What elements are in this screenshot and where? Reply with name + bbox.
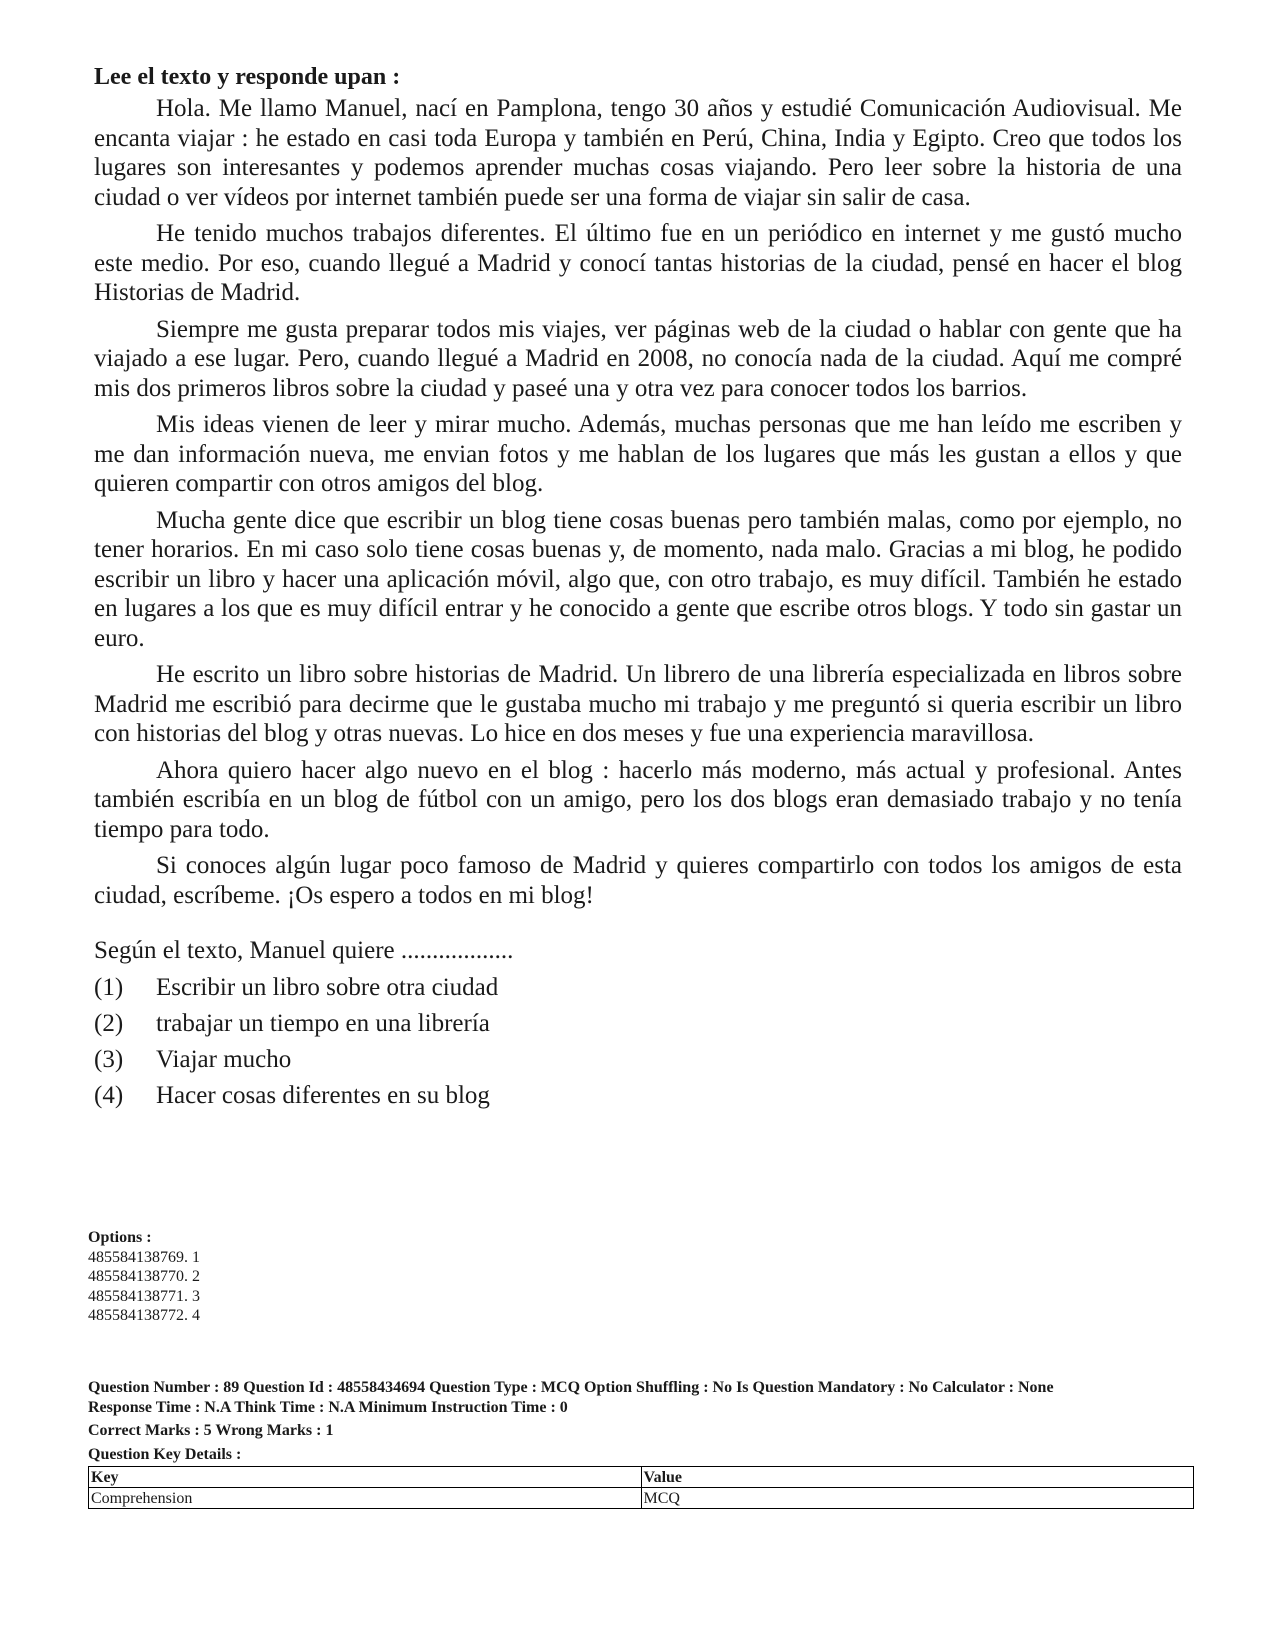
answer-choice xyxy=(94,970,1182,1006)
table-cell: Comprehension xyxy=(89,1488,642,1509)
marks-line: Correct Marks : 5 Wrong Marks : 1 xyxy=(88,1422,334,1439)
choice-number: (2) xyxy=(94,1010,124,1037)
answer-choice xyxy=(94,1078,1182,1114)
choice-number: (3) xyxy=(94,1046,124,1073)
table-header-cell: Key xyxy=(89,1467,642,1488)
passage-paragraph: He tenido muchos trabajos diferentes. El último fue en un periódico en internet y me gustó mucho este medio. Por eso, cuando llegué a Madrid y conocí tantas historias de la ciudad, pensé en hacer el blog Historias de Madrid. xyxy=(94,220,1182,306)
reading-passage xyxy=(94,62,1182,1114)
answer-choice xyxy=(94,1006,1182,1042)
passage-paragraph: Si conoces algún lugar poco famoso de Madrid y quieres compartirlo con todos los amigos de esta ciudad, escríbeme. ¡Os espero a todos en mi blog! xyxy=(94,852,1182,909)
question-key-table xyxy=(88,1466,1194,1509)
choice-text: Viajar mucho xyxy=(156,1046,292,1073)
question-stem: Según el texto, Manuel quiere .................. xyxy=(94,937,514,964)
choice-text: Escribir un libro sobre otra ciudad xyxy=(156,974,499,1001)
key-details-label: Question Key Details : xyxy=(88,1445,242,1463)
passage-paragraph: Ahora quiero hacer algo nuevo en el blog : hacerlo más moderno, más actual y profesional. Antes también escribía en un blog de fútbol con un amigo, pero los dos blogs eran demasiado trabajo y no tenía tiempo para todo. xyxy=(94,756,1182,843)
passage-paragraph: Mis ideas vienen de leer y mirar mucho. Además, muchas personas que me han leído me escriben y me dan información nueva, me envian fotos y me hablan de los lugares que más les gustan a ellos y que quieren compartir con otros amigos del blog. xyxy=(94,411,1182,497)
passage-paragraph: Mucha gente dice que escribir un blog tiene cosas buenas pero también malas, como por ejemplo, no tener horarios. En mi caso solo tiene cosas buenas y, de momento, nada malo. Gracias a mi blog, he podido escribir un libro y hacer una aplicación móvil, algo que, con otro trabajo, es muy difícil. También he estado en lugares a los que es muy difícil entrar y he conocido a gente que escribe otros blogs. Y todo sin gastar un euro. xyxy=(94,506,1182,652)
option-id: 485584138770. 2 xyxy=(88,1268,200,1285)
table-header-cell: Value xyxy=(641,1467,1194,1488)
passage-paragraph: He escrito un libro sobre historias de Madrid. Un librero de una librería especializada en libros sobre Madrid me escribió para decirme que le gustaba mucho mi trabajo y me preguntó si queria escribir un libro con historias del blog y otras nuevas. Lo hice en dos meses y fue una experiencia maravillosa. xyxy=(94,661,1182,747)
question-meta-line: Response Time : N.A Think Time : N.A Minimum Instruction Time : 0 xyxy=(88,1398,568,1416)
options-list xyxy=(88,1228,1198,1326)
choice-text: Hacer cosas diferentes en su blog xyxy=(156,1082,490,1109)
answer-choice xyxy=(94,1042,1182,1078)
passage-paragraph: Siempre me gusta preparar todos mis viajes, ver páginas web de la ciudad o hablar con gente que ha viajado a ese lugar. Pero, cuando llegué a Madrid en 2008, no conocía nada de la ciudad. Aquí me compré mis dos primeros libros sobre la ciudad y paseé una y otra vez para conocer todos los barrios. xyxy=(94,315,1182,402)
option-id: 485584138772. 4 xyxy=(88,1307,200,1324)
table-header-row xyxy=(89,1467,1194,1488)
table-cell: MCQ xyxy=(641,1488,1194,1509)
option-id: 485584138771. 3 xyxy=(88,1287,200,1305)
options-title: Options : xyxy=(88,1229,152,1246)
question-info xyxy=(88,1378,1198,1464)
choice-number: (1) xyxy=(94,974,124,1001)
option-id: 485584138769. 1 xyxy=(88,1248,200,1266)
table-row xyxy=(89,1488,1194,1509)
choice-number: (4) xyxy=(94,1082,124,1109)
choice-text: trabajar un tiempo en una librería xyxy=(156,1010,490,1037)
passage-heading: Lee el texto y responde upan : xyxy=(94,64,401,90)
passage-paragraph: Hola. Me llamo Manuel, nací en Pamplona, tengo 30 años y estudié Comunicación Audiovisual. Me encanta viajar : he estado en casi toda Europa y también en Perú, China, India y Egipto. Creo que todos los lugares son interesantes y podemos aprender muchas cosas viajando. Pero leer sobre la historia de una ciudad o ver vídeos por internet también puede ser una forma de viajar sin salir de casa. xyxy=(94,95,1182,211)
question-meta-line: Question Number : 89 Question Id : 48558434694 Question Type : MCQ Option Shuffling : No Is Question Mandatory : No Calculator : None xyxy=(88,1379,1054,1396)
